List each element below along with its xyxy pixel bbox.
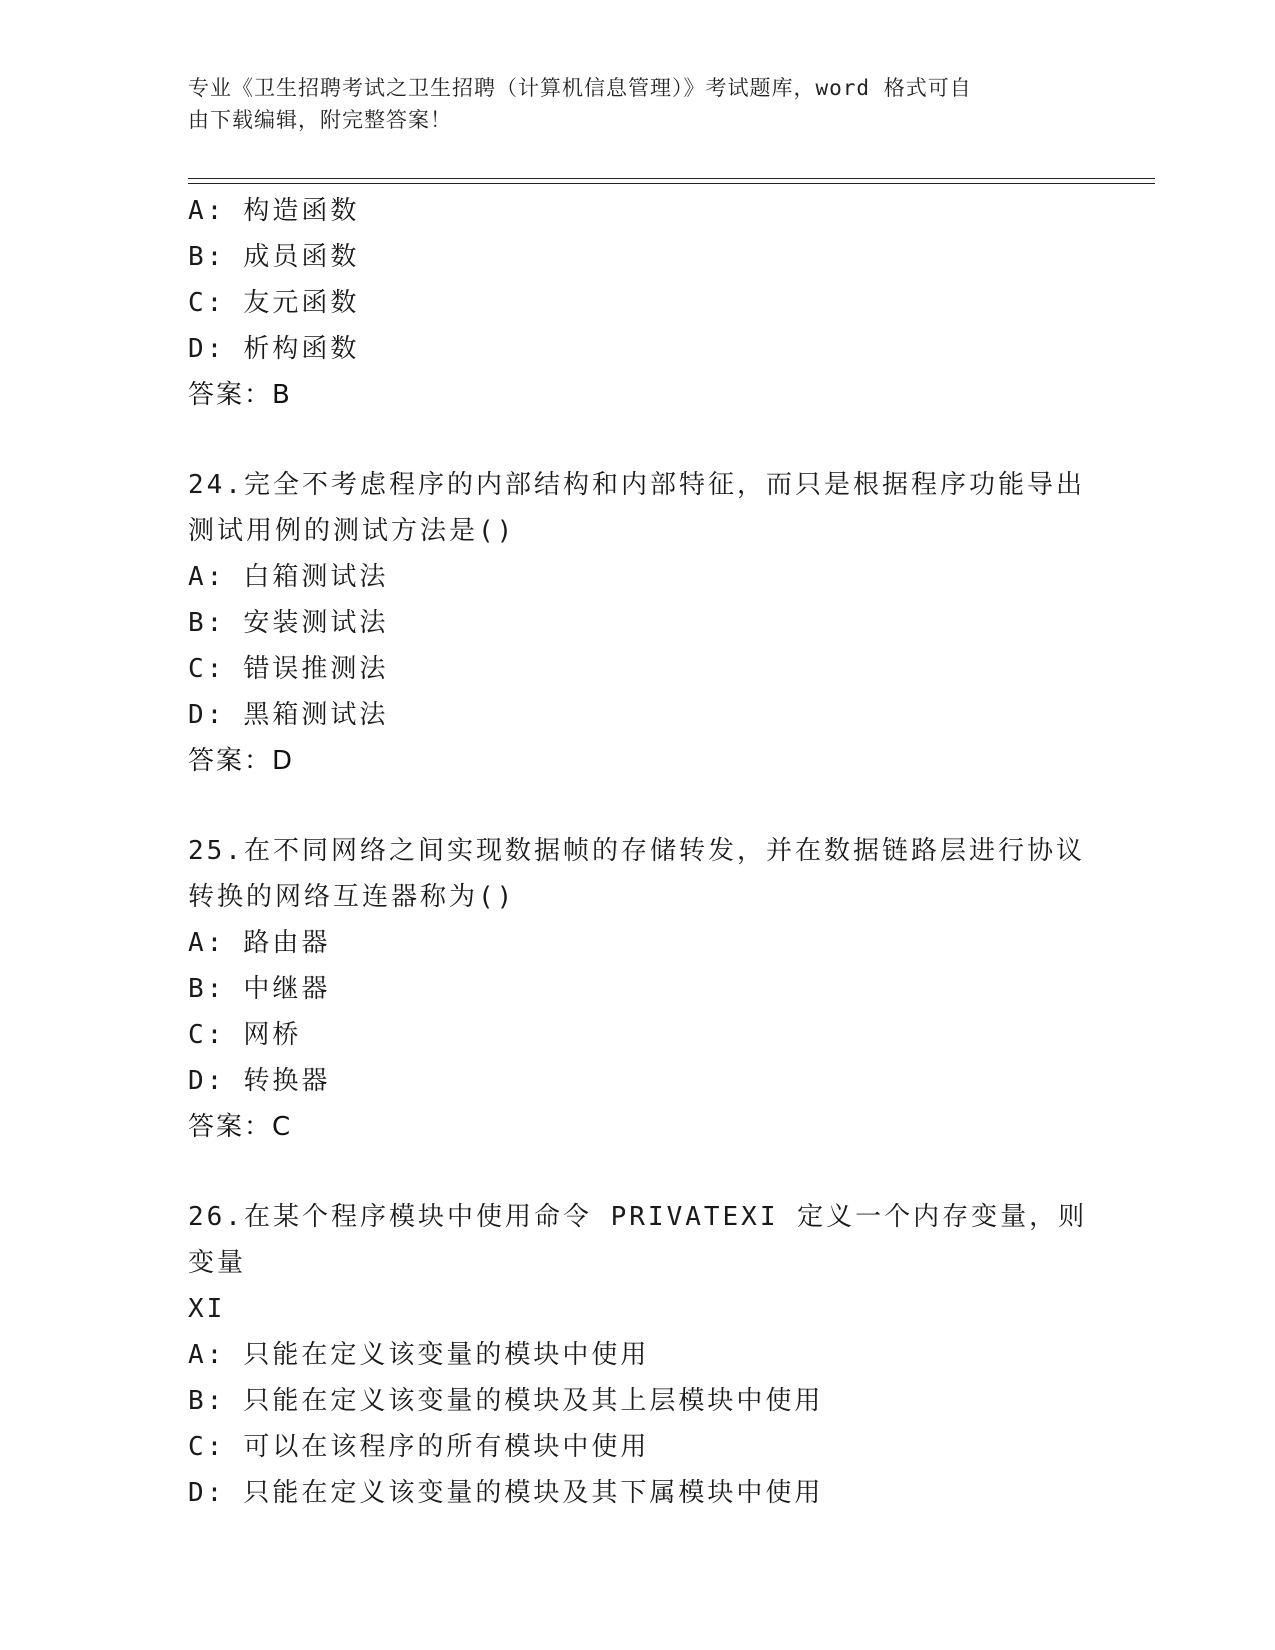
option-c: C: 可以在该程序的所有模块中使用 <box>188 1432 650 1462</box>
question-text-line: 测试用例的测试方法是() <box>188 516 516 546</box>
option-d: D: 转换器 <box>188 1066 331 1096</box>
question-block <box>188 462 1088 784</box>
question-text-line: 24.完全不考虑程序的内部结构和内部特征，而只是根据程序功能导出 <box>188 470 1085 500</box>
option-b: B: 只能在定义该变量的模块及其上层模块中使用 <box>188 1386 824 1416</box>
option-c: C: 错误推测法 <box>188 654 389 684</box>
option-a: A: 白箱测试法 <box>188 562 389 592</box>
question-list <box>188 188 1088 1516</box>
question-block <box>188 828 1088 1150</box>
option-a: A: 构造函数 <box>188 196 360 226</box>
option-d: D: 黑箱测试法 <box>188 700 389 730</box>
option-a: A: 只能在定义该变量的模块中使用 <box>188 1340 650 1370</box>
option-d: D: 只能在定义该变量的模块及其下属模块中使用 <box>188 1478 824 1508</box>
option-a: A: 路由器 <box>188 928 331 958</box>
option-b: B: 安装测试法 <box>188 608 389 638</box>
question-block <box>188 188 1088 418</box>
option-b: B: 成员函数 <box>188 242 360 272</box>
answer-line: 答案：C <box>188 1112 293 1142</box>
header-line-2: 由下载编辑，附完整答案！ <box>188 108 452 132</box>
option-c: C: 网桥 <box>188 1020 302 1050</box>
header-line-1: 专业《卫生招聘考试之卫生招聘（计算机信息管理）》考试题库，word 格式可自 <box>188 76 972 100</box>
question-block <box>188 1194 1088 1516</box>
question-text-line: XI <box>188 1294 226 1324</box>
option-b: B: 中继器 <box>188 974 331 1004</box>
answer-line: 答案：D <box>188 746 295 776</box>
header-divider-bottom <box>188 183 1155 184</box>
question-text-line: 转换的网络互连器称为() <box>188 882 516 912</box>
question-text-line: 26.在某个程序模块中使用命令 PRIVATEXI 定义一个内存变量，则变量 <box>188 1202 1088 1278</box>
answer-line: 答案：B <box>188 380 292 410</box>
option-c: C: 友元函数 <box>188 288 360 318</box>
question-text-line: 25.在不同网络之间实现数据帧的存储转发，并在数据链路层进行协议 <box>188 836 1085 866</box>
document-header <box>188 72 1088 136</box>
header-divider-top <box>188 178 1155 179</box>
option-d: D: 析构函数 <box>188 334 360 364</box>
